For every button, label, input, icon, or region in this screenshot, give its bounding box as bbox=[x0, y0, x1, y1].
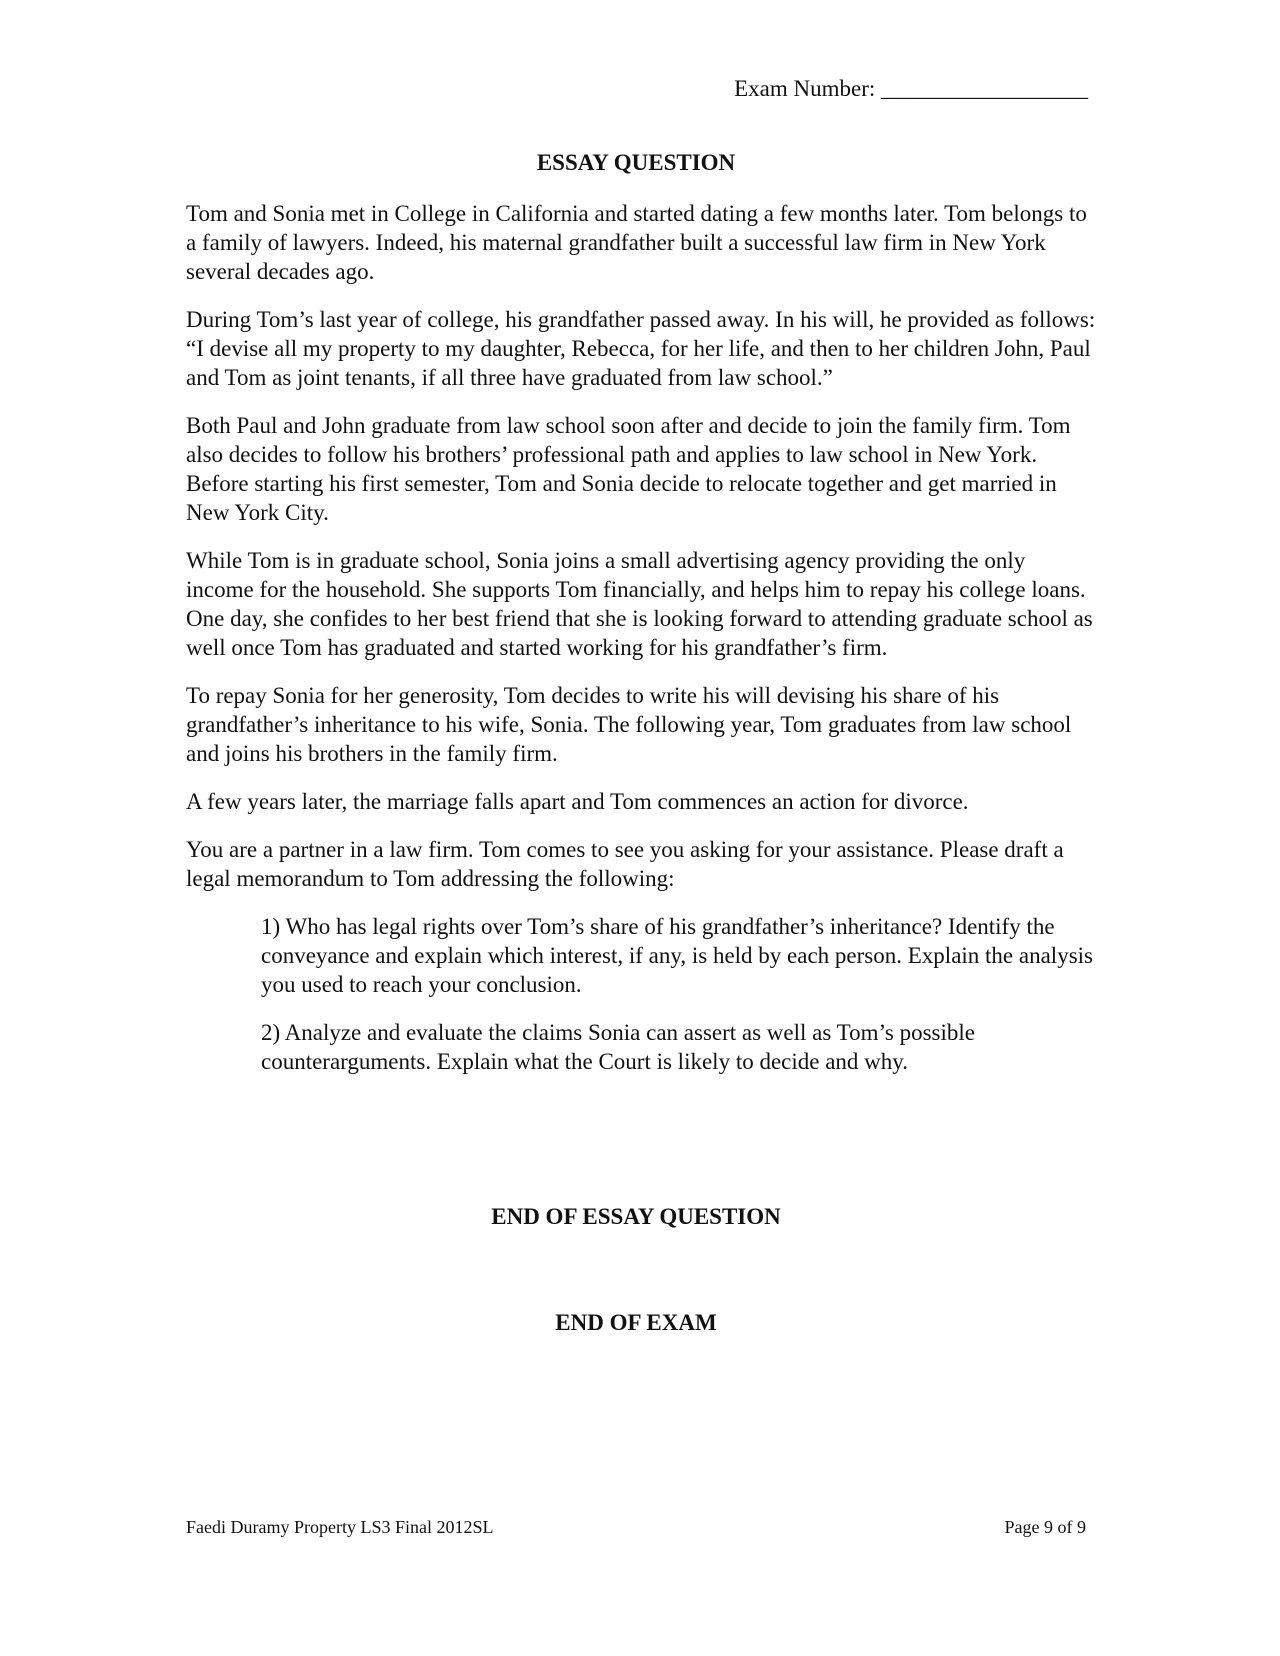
exam-number-field: Exam Number: __________________ bbox=[734, 76, 1088, 101]
question-item: 1) Who has legal rights over Tom’s share of his grandfather’s inheritance? Identify the conveyance and explain which interest, if any, is held by each person. Explain the analysis you used to reach your conclusion. bbox=[261, 914, 1093, 997]
paragraph: You are a partner in a law firm. Tom comes to see you asking for your assistance. Please draft a legal memorandum to Tom addressing the following: bbox=[186, 837, 1064, 891]
paragraph: Tom and Sonia met in College in California and started dating a few months later. Tom belongs to a family of lawyers. Indeed, his maternal grandfather built a successful law firm in New York several decades ago. bbox=[186, 201, 1087, 284]
paragraph: While Tom is in graduate school, Sonia joins a small advertising agency providing the only income for the household. She supports Tom financially, and helps him to repay his college loans. One day, she confides to her best friend that she is looking forward to attending graduate school as well once Tom has graduated and started working for his grandfather’s firm. bbox=[186, 548, 1093, 660]
essay-body bbox=[186, 199, 1096, 1095]
question-item: 2) Analyze and evaluate the claims Sonia can assert as well as Tom’s possible counterarguments. Explain what the Court is likely to decide and why. bbox=[261, 1020, 975, 1074]
paragraph: To repay Sonia for her generosity, Tom decides to write his will devising his share of his grandfather’s inheritance to his wife, Sonia. The following year, Tom graduates from law school and joins his brothers in the family firm. bbox=[186, 683, 1072, 766]
page-number: Page 9 of 9 bbox=[1004, 1517, 1086, 1537]
end-of-exam-heading: END OF EXAM bbox=[555, 1310, 717, 1335]
footer-course-label: Faedi Duramy Property LS3 Final 2012SL bbox=[186, 1517, 494, 1537]
essay-question-title: ESSAY QUESTION bbox=[536, 150, 736, 175]
paragraph: Both Paul and John graduate from law school soon after and decide to join the family firm. Tom also decides to follow his brothers’ professional path and applies to law school in New York. Before starting his first semester, Tom and Sonia decide to relocate together and get married in New York City. bbox=[186, 413, 1071, 525]
end-of-essay-heading: END OF ESSAY QUESTION bbox=[491, 1204, 781, 1229]
paragraph: During Tom’s last year of college, his grandfather passed away. In his will, he provided as follows: “I devise all my property to my daughter, Rebecca, for her life, and then to her children John, Paul and Tom as joint tenants, if all three have graduated from law school.” bbox=[186, 307, 1096, 390]
paragraph: A few years later, the marriage falls apart and Tom commences an action for divorce. bbox=[186, 789, 969, 814]
page-footer bbox=[186, 1517, 1086, 1538]
